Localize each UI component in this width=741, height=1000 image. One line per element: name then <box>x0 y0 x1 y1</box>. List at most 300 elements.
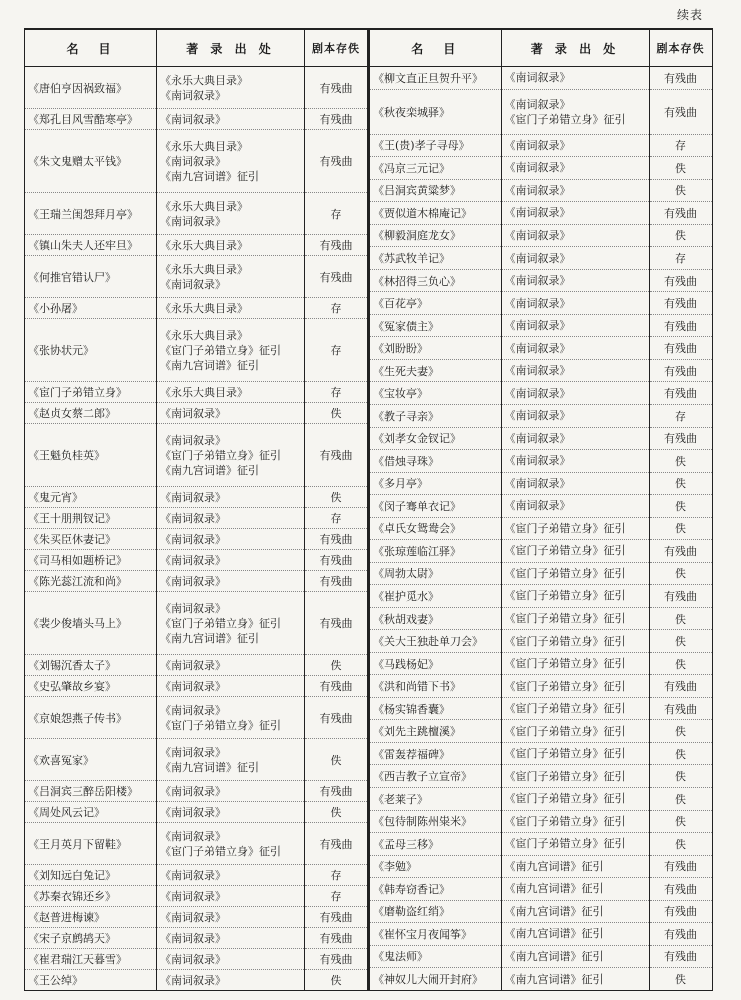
table-row <box>25 592 368 655</box>
source-entry: 《南词叙录》 <box>504 319 571 333</box>
play-title: 《唐伯亨因祸致福》 <box>25 67 157 109</box>
source-cell <box>501 585 649 608</box>
play-title: 《京娘怨燕子传书》 <box>25 697 157 739</box>
source-cell <box>501 337 649 360</box>
table-row <box>369 337 712 360</box>
play-title: 《裴少俊墙头马上》 <box>25 592 157 655</box>
source-entry: 《南词叙录》 <box>160 532 226 546</box>
existence-status: 佚 <box>649 652 712 675</box>
table-row <box>369 652 712 675</box>
existence-status: 有残曲 <box>305 781 368 802</box>
source-cell <box>157 907 305 928</box>
table-row <box>369 720 712 743</box>
play-title: 《杨实锦香囊》 <box>369 697 501 720</box>
table-row <box>369 247 712 270</box>
source-cell <box>501 517 649 540</box>
source-entry: 《宦门子弟错立身》征引 <box>504 702 626 716</box>
existence-status: 有残曲 <box>305 109 368 130</box>
play-title: 《宦门子弟错立身》 <box>25 382 157 403</box>
existence-status: 有残曲 <box>305 592 368 655</box>
table-row <box>369 630 712 653</box>
play-title: 《崔怀宝月夜闻筝》 <box>369 923 501 946</box>
table-row <box>25 319 368 382</box>
existence-status: 有残曲 <box>649 359 712 382</box>
play-title: 《周处风云记》 <box>25 802 157 823</box>
source-entry: 《南词叙录》 <box>160 277 226 291</box>
continued-label: 续表 <box>676 8 703 22</box>
play-title: 《刘孝女金钗记》 <box>369 427 501 450</box>
source-cell <box>501 427 649 450</box>
table-row <box>369 697 712 720</box>
source-entry: 《永乐大典目录》 <box>160 139 248 153</box>
source-cell <box>501 495 649 518</box>
source-cell <box>501 923 649 946</box>
source-entry: 《南词叙录》 <box>504 431 571 445</box>
table-row <box>369 359 712 382</box>
source-entry: 《南词叙录》 <box>160 868 226 882</box>
play-title: 《何推官错认尸》 <box>25 256 157 298</box>
source-entry: 《宦门子弟错立身》征引 <box>504 657 626 671</box>
table-row <box>25 655 368 676</box>
table-row <box>369 269 712 292</box>
existence-column-header: 剧本存佚 <box>649 29 712 67</box>
right-header-row <box>369 29 712 67</box>
source-entry: 《南九宫词谱》征引 <box>160 358 259 372</box>
source-cell <box>501 878 649 901</box>
play-title: 《雷轰荐福碑》 <box>369 742 501 765</box>
play-title: 《朱买臣休妻记》 <box>25 529 157 550</box>
source-entry: 《南词叙录》 <box>504 138 571 152</box>
table-row <box>369 788 712 811</box>
play-title: 《吕洞宾三醉岳阳楼》 <box>25 781 157 802</box>
table-row <box>25 403 368 424</box>
table-row <box>25 928 368 949</box>
source-cell <box>157 256 305 298</box>
source-cell <box>157 781 305 802</box>
source-cell <box>157 487 305 508</box>
play-title: 《柳毅洞庭龙女》 <box>369 224 501 247</box>
existence-status: 有残曲 <box>649 67 712 90</box>
source-entry: 《南词叙录》 <box>160 805 226 819</box>
source-entry: 《宦门子弟错立身》征引 <box>160 448 281 462</box>
source-cell <box>501 269 649 292</box>
play-title: 《王瑞兰闺怨拜月亭》 <box>25 193 157 235</box>
existence-status: 佚 <box>305 739 368 781</box>
source-cell <box>157 130 305 193</box>
play-title: 《林招得三负心》 <box>369 269 501 292</box>
source-entry: 《永乐大典目录》 <box>160 199 248 213</box>
play-title: 《磨勒盗红绡》 <box>369 900 501 923</box>
existence-status: 佚 <box>649 765 712 788</box>
play-title: 《秋胡戏妻》 <box>369 607 501 630</box>
source-cell <box>501 359 649 382</box>
existence-status: 有残曲 <box>649 202 712 225</box>
play-title: 《赵贞女蔡二郎》 <box>25 403 157 424</box>
source-cell <box>157 592 305 655</box>
source-entry: 《宦门子弟错立身》征引 <box>504 566 626 580</box>
table-row <box>25 424 368 487</box>
source-entry: 《南词叙录》 <box>160 910 226 924</box>
play-title: 《史弘肇故乡宴》 <box>25 676 157 697</box>
existence-status: 存 <box>305 319 368 382</box>
existence-status: 有残曲 <box>649 292 712 315</box>
play-title: 《闵子骞单衣记》 <box>369 495 501 518</box>
play-title: 《洪和尚错下书》 <box>369 675 501 698</box>
table-row <box>369 404 712 427</box>
source-entry: 《永乐大典目录》 <box>160 238 248 252</box>
play-title: 《宋子京鹧鸪天》 <box>25 928 157 949</box>
source-entry: 《南词叙录》 <box>160 88 226 102</box>
existence-status: 有残曲 <box>649 89 712 134</box>
existence-status: 有残曲 <box>305 235 368 256</box>
play-title: 《宝妆亭》 <box>369 382 501 405</box>
source-entry: 《宦门子弟错立身》征引 <box>504 521 626 535</box>
table-row <box>369 833 712 856</box>
table-row <box>369 855 712 878</box>
existence-status: 有残曲 <box>649 945 712 968</box>
source-entry: 《南九宫词谱》征引 <box>160 169 259 183</box>
existence-status: 佚 <box>305 403 368 424</box>
table-row <box>25 193 368 235</box>
play-title: 《苏武牧羊记》 <box>369 247 501 270</box>
play-title: 《李勉》 <box>369 855 501 878</box>
right-table <box>368 28 713 991</box>
source-entry: 《南词叙录》 <box>504 364 571 378</box>
play-title: 《刘知远白兔记》 <box>25 865 157 886</box>
table-row <box>369 900 712 923</box>
existence-status: 有残曲 <box>305 529 368 550</box>
play-title: 《王(贵)孝子寻母》 <box>369 134 501 157</box>
source-entry: 《南词叙录》 <box>160 112 226 126</box>
existence-status: 佚 <box>649 224 712 247</box>
source-cell <box>157 739 305 781</box>
source-cell <box>501 630 649 653</box>
table-row <box>369 134 712 157</box>
source-entry: 《南词叙录》 <box>160 973 226 987</box>
source-entry: 《宦门子弟错立身》征引 <box>504 792 626 806</box>
source-entry: 《南词叙录》 <box>504 476 571 490</box>
name-column-header: 名 目 <box>369 29 501 67</box>
source-entry: 《南词叙录》 <box>160 574 226 588</box>
table-row <box>369 585 712 608</box>
table-row <box>369 878 712 901</box>
table-row <box>25 697 368 739</box>
table-row <box>25 949 368 970</box>
play-title: 《包待制陈州粜米》 <box>369 810 501 833</box>
table-row <box>25 739 368 781</box>
existence-status: 存 <box>649 404 712 427</box>
source-cell <box>157 655 305 676</box>
source-cell <box>157 697 305 739</box>
play-title: 《刘盼盼》 <box>369 337 501 360</box>
source-cell <box>157 319 305 382</box>
table-row <box>25 298 368 319</box>
source-entry: 《南词叙录》 <box>504 251 571 265</box>
existence-status: 存 <box>305 886 368 907</box>
play-title: 《西吉教子立宣帝》 <box>369 765 501 788</box>
existence-status: 有残曲 <box>649 697 712 720</box>
existence-status: 佚 <box>305 655 368 676</box>
play-title: 《小孙屠》 <box>25 298 157 319</box>
source-entry: 《宦门子弟错立身》征引 <box>504 724 626 738</box>
source-entry: 《南词叙录》 <box>160 154 226 168</box>
source-cell <box>501 404 649 427</box>
existence-status: 存 <box>305 382 368 403</box>
table-row <box>369 607 712 630</box>
existence-status: 有残曲 <box>305 823 368 865</box>
play-title: 《生死夫妻》 <box>369 359 501 382</box>
source-cell <box>501 607 649 630</box>
source-entry: 《南词叙录》 <box>160 658 226 672</box>
source-entry: 《南词叙录》 <box>504 454 571 468</box>
existence-status: 有残曲 <box>649 855 712 878</box>
table-row <box>369 314 712 337</box>
existence-status: 佚 <box>649 450 712 473</box>
source-entry: 《宦门子弟错立身》征引 <box>504 112 626 126</box>
source-entry: 《永乐大典目录》 <box>160 385 248 399</box>
source-entry: 《南九宫词谱》征引 <box>504 859 604 873</box>
table-row <box>25 781 368 802</box>
table-row <box>369 472 712 495</box>
source-entry: 《宦门子弟错立身》征引 <box>504 837 626 851</box>
source-cell <box>157 676 305 697</box>
source-cell <box>501 202 649 225</box>
source-entry: 《南词叙录》 <box>160 406 226 420</box>
play-title: 《王月英月下留鞋》 <box>25 823 157 865</box>
source-entry: 《宦门子弟错立身》征引 <box>504 544 626 558</box>
source-cell <box>157 67 305 109</box>
source-cell <box>157 424 305 487</box>
table-row <box>369 742 712 765</box>
source-entry: 《南词叙录》 <box>160 703 226 717</box>
source-entry: 《南词叙录》 <box>504 341 571 355</box>
existence-status: 有残曲 <box>649 269 712 292</box>
existence-status: 存 <box>305 193 368 235</box>
play-title: 《王公绰》 <box>25 970 157 991</box>
left-table-body <box>25 67 368 991</box>
source-cell <box>157 928 305 949</box>
existence-status: 佚 <box>305 970 368 991</box>
existence-status: 有残曲 <box>305 424 368 487</box>
source-entry: 《南九宫词谱》征引 <box>504 882 604 896</box>
name-column-header: 名 目 <box>25 29 157 67</box>
source-entry: 《宦门子弟错立身》征引 <box>504 769 626 783</box>
source-entry: 《南词叙录》 <box>160 214 226 228</box>
source-cell <box>501 765 649 788</box>
source-column-header: 著 录 出 处 <box>501 29 649 67</box>
source-cell <box>501 179 649 202</box>
source-cell <box>157 403 305 424</box>
play-title: 《孟母三移》 <box>369 833 501 856</box>
source-entry: 《宦门子弟错立身》征引 <box>504 589 626 603</box>
source-cell <box>501 697 649 720</box>
catalog-tables <box>24 28 713 991</box>
source-entry: 《宦门子弟错立身》征引 <box>504 612 626 626</box>
existence-status: 有残曲 <box>649 427 712 450</box>
play-title: 《鬼元宵》 <box>25 487 157 508</box>
existence-status: 有残曲 <box>649 337 712 360</box>
existence-status: 有残曲 <box>649 878 712 901</box>
source-cell <box>501 810 649 833</box>
existence-status: 佚 <box>305 487 368 508</box>
source-entry: 《南词叙录》 <box>160 952 226 966</box>
table-row <box>25 109 368 130</box>
source-cell <box>157 382 305 403</box>
source-entry: 《宦门子弟错立身》征引 <box>160 718 281 732</box>
table-row <box>369 382 712 405</box>
table-row <box>25 256 368 298</box>
source-cell <box>501 540 649 563</box>
table-row <box>25 676 368 697</box>
source-entry: 《南词叙录》 <box>504 183 571 197</box>
source-cell <box>501 67 649 90</box>
table-row <box>369 224 712 247</box>
table-row <box>369 427 712 450</box>
source-entry: 《宦门子弟错立身》征引 <box>504 679 626 693</box>
source-cell <box>501 675 649 698</box>
source-entry: 《南词叙录》 <box>160 553 226 567</box>
existence-status: 存 <box>305 865 368 886</box>
existence-status: 佚 <box>649 495 712 518</box>
source-entry: 《南词叙录》 <box>504 296 571 310</box>
source-entry: 《南词叙录》 <box>160 931 226 945</box>
table-row <box>369 810 712 833</box>
play-title: 《张琼莲临江驿》 <box>369 540 501 563</box>
existence-status: 有残曲 <box>649 923 712 946</box>
table-row <box>25 130 368 193</box>
table-row <box>25 382 368 403</box>
play-title: 《借烛寻珠》 <box>369 450 501 473</box>
source-cell <box>501 157 649 180</box>
existence-status: 有残曲 <box>305 550 368 571</box>
source-entry: 《南词叙录》 <box>504 161 571 175</box>
table-row <box>369 67 712 90</box>
source-entry: 《宦门子弟错立身》征引 <box>160 616 281 630</box>
source-cell <box>157 949 305 970</box>
existence-status: 佚 <box>649 810 712 833</box>
source-entry: 《南九宫词谱》征引 <box>504 972 604 986</box>
source-entry: 《南词叙录》 <box>160 745 226 759</box>
existence-status: 有残曲 <box>649 900 712 923</box>
source-entry: 《永乐大典目录》 <box>160 73 248 87</box>
play-title: 《多月亭》 <box>369 472 501 495</box>
play-title: 《欢喜冤家》 <box>25 739 157 781</box>
play-title: 《郑孔目风雪酷寒亭》 <box>25 109 157 130</box>
play-title: 《刘先主跳檀溪》 <box>369 720 501 743</box>
source-entry: 《南词叙录》 <box>504 409 571 423</box>
source-entry: 《南词叙录》 <box>160 490 226 504</box>
existence-status: 有残曲 <box>649 382 712 405</box>
source-entry: 《永乐大典目录》 <box>160 301 248 315</box>
table-row <box>369 540 712 563</box>
source-cell <box>501 450 649 473</box>
existence-status: 佚 <box>649 562 712 585</box>
table-row <box>369 179 712 202</box>
table-row <box>369 562 712 585</box>
play-title: 《冯京三元记》 <box>369 157 501 180</box>
table-row <box>25 487 368 508</box>
play-title: 《冤家债主》 <box>369 314 501 337</box>
source-cell <box>157 235 305 256</box>
existence-status: 有残曲 <box>305 949 368 970</box>
existence-status: 有残曲 <box>305 697 368 739</box>
table-row <box>25 823 368 865</box>
play-title: 《教子寻亲》 <box>369 404 501 427</box>
play-title: 《百花亭》 <box>369 292 501 315</box>
source-cell <box>157 508 305 529</box>
existence-status: 有残曲 <box>649 585 712 608</box>
table-row <box>369 292 712 315</box>
play-title: 《卓氏女鸳鸯会》 <box>369 517 501 540</box>
table-row <box>369 968 712 991</box>
right-table-body <box>369 67 712 991</box>
source-cell <box>157 550 305 571</box>
source-cell <box>157 298 305 319</box>
source-cell <box>501 742 649 765</box>
existence-status: 有残曲 <box>649 314 712 337</box>
existence-status: 佚 <box>649 833 712 856</box>
table-row <box>369 495 712 518</box>
source-cell <box>501 89 649 134</box>
source-cell <box>501 720 649 743</box>
source-entry: 《南词叙录》 <box>504 97 571 111</box>
play-title: 《镇山朱夫人还牢旦》 <box>25 235 157 256</box>
source-cell <box>157 865 305 886</box>
source-cell <box>501 945 649 968</box>
source-cell <box>157 109 305 130</box>
table-row <box>369 675 712 698</box>
source-cell <box>501 314 649 337</box>
play-title: 《韩寿窃香记》 <box>369 878 501 901</box>
source-entry: 《南词叙录》 <box>504 71 571 85</box>
table-row <box>369 157 712 180</box>
play-title: 《朱文鬼赠太平钱》 <box>25 130 157 193</box>
source-entry: 《南词叙录》 <box>160 511 226 525</box>
source-entry: 《南九宫词谱》征引 <box>504 949 604 963</box>
table-row <box>25 235 368 256</box>
source-cell <box>157 802 305 823</box>
existence-status: 佚 <box>649 742 712 765</box>
existence-status: 有残曲 <box>305 130 368 193</box>
play-title: 《崔护觅水》 <box>369 585 501 608</box>
source-cell <box>501 968 649 991</box>
source-cell <box>157 823 305 865</box>
existence-status: 佚 <box>649 179 712 202</box>
source-cell <box>157 886 305 907</box>
source-entry: 《宦门子弟错立身》征引 <box>160 844 281 858</box>
source-entry: 《永乐大典目录》 <box>160 328 248 342</box>
play-title: 《周勃太尉》 <box>369 562 501 585</box>
existence-status: 存 <box>649 247 712 270</box>
source-entry: 《南词叙录》 <box>160 829 226 843</box>
existence-status: 有残曲 <box>305 571 368 592</box>
existence-column-header: 剧本存佚 <box>305 29 368 67</box>
source-entry: 《永乐大典目录》 <box>160 262 248 276</box>
source-entry: 《南九宫词谱》征引 <box>504 927 604 941</box>
source-entry: 《宦门子弟错立身》征引 <box>504 814 626 828</box>
play-title: 《张协状元》 <box>25 319 157 382</box>
source-cell <box>501 833 649 856</box>
table-row <box>369 450 712 473</box>
source-entry: 《南词叙录》 <box>160 601 226 615</box>
left-table <box>24 28 368 991</box>
play-title: 《神奴儿大闹开封府》 <box>369 968 501 991</box>
existence-status: 存 <box>305 508 368 529</box>
play-title: 《陈光蕊江流和尚》 <box>25 571 157 592</box>
play-title: 《赵普进梅谏》 <box>25 907 157 928</box>
table-row <box>25 67 368 109</box>
source-entry: 《南词叙录》 <box>160 889 226 903</box>
